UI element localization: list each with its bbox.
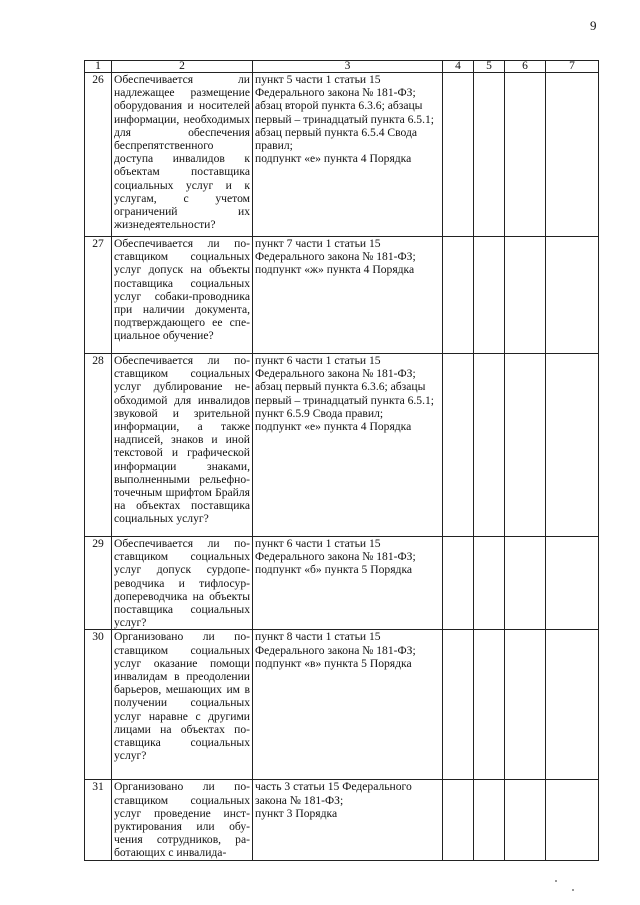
- header-cell-1: 1: [85, 61, 112, 73]
- row-number: 30: [85, 630, 112, 780]
- answer-cell-6: [505, 780, 546, 860]
- table-body: [85, 61, 599, 861]
- answer-cell-6: [505, 537, 546, 630]
- answer-cell-5: [474, 73, 505, 237]
- answer-cell-6: [505, 354, 546, 537]
- row-number: 28: [85, 354, 112, 537]
- requirement-question: Обеспечивается ли надлежащее размещение оборудования и носителей информации, необходимых для обеспечения беспрепятственного доступа инвалидов к объектам поставщика социальных услуг и к услугам, с учетом ограничений их жизнедеятельности?: [112, 73, 253, 237]
- requirement-question: Обеспечивается ли поставщиком социальных услуг допуск сурдопереводчика и тифлосурдопереводчика на объекты поставщика социальных услуг?: [112, 537, 253, 630]
- row-number: 27: [85, 237, 112, 354]
- requirement-question: Организовано ли поставщиком социальных услуг оказание помощи инвалидам в преодолении барьеров, мешающих им в получении социальных услуг наравне с другими лицами на объектах поставщика социальных услуг?: [112, 630, 253, 780]
- legal-basis: пункт 6 части 1 статьи 15 Федерального закона № 181-ФЗ; подпункт «б» пункта 5 Порядка: [253, 537, 443, 630]
- table-row: [85, 630, 599, 780]
- requirement-question: Обеспечивается ли поставщиком социальных услуг допуск на объекты поставщика социальных услуг собаки-проводника при наличии документа, подтверждающего ее специальное обучение?: [112, 237, 253, 354]
- requirement-question: Обеспечивается ли поставщиком социальных услуг дублирование необходимой для инвалидов звуковой и зрительной информации, а также надписей, знаков и иной текстовой и графической информации знаками, выполненными рельефно-точечным шрифтом Брайля на объектах поставщика социальных услуг?: [112, 354, 253, 537]
- answer-cell-5: [474, 237, 505, 354]
- header-cell-7: 7: [546, 61, 599, 73]
- legal-basis: часть 3 статьи 15 Федерального закона № 181-ФЗ; пункт 3 Порядка: [253, 780, 443, 860]
- table-row: [85, 237, 599, 354]
- row-number: 31: [85, 780, 112, 860]
- answer-cell-4: [443, 354, 474, 537]
- table-row: [85, 780, 599, 860]
- header-cell-5: 5: [474, 61, 505, 73]
- checklist-table: [84, 60, 599, 861]
- answer-cell-7: [546, 537, 599, 630]
- answer-cell-6: [505, 630, 546, 780]
- answer-cell-7: [546, 237, 599, 354]
- table-row: [85, 537, 599, 630]
- answer-cell-5: [474, 780, 505, 860]
- legal-basis: пункт 8 части 1 статьи 15 Федерального закона № 181-ФЗ; подпункт «в» пункта 5 Порядка: [253, 630, 443, 780]
- legal-basis: пункт 6 части 1 статьи 15 Федерального закона № 181-ФЗ; абзац первый пункта 6.3.6; абзацы первый – тринадцатый пункта 6.5.1; пункт 6.5.9 Свода правил; подпункт «е» пункта 4 Порядка: [253, 354, 443, 537]
- table-row: [85, 354, 599, 537]
- answer-cell-5: [474, 537, 505, 630]
- row-number: 26: [85, 73, 112, 237]
- answer-cell-4: [443, 537, 474, 630]
- header-cell-6: 6: [505, 61, 546, 73]
- header-cell-3: 3: [253, 61, 443, 73]
- scan-speck: [555, 880, 557, 882]
- requirement-question: Организовано ли поставщиком социальных услуг проведение инструктирования или обучения сотрудников, работающих с инвалида-: [112, 780, 253, 860]
- answer-cell-4: [443, 630, 474, 780]
- answer-cell-7: [546, 630, 599, 780]
- answer-cell-4: [443, 237, 474, 354]
- header-cell-4: 4: [443, 61, 474, 73]
- answer-cell-5: [474, 354, 505, 537]
- page-number: 9: [590, 18, 597, 33]
- legal-basis: пункт 7 части 1 статьи 15 Федерального закона № 181-ФЗ; подпункт «ж» пункта 4 Порядка: [253, 237, 443, 354]
- answer-cell-7: [546, 354, 599, 537]
- answer-cell-6: [505, 237, 546, 354]
- answer-cell-4: [443, 73, 474, 237]
- answer-cell-5: [474, 630, 505, 780]
- answer-cell-7: [546, 780, 599, 860]
- table-row: [85, 73, 599, 237]
- scan-speck: [572, 889, 574, 891]
- row-number: 29: [85, 537, 112, 630]
- table-header-row: [85, 61, 599, 73]
- answer-cell-4: [443, 780, 474, 860]
- answer-cell-6: [505, 73, 546, 237]
- legal-basis: пункт 5 части 1 статьи 15 Федерального закона № 181-ФЗ; абзац второй пункта 6.3.6; абзацы первый – тринадцатый пункта 6.5.1; абзац первый пункта 6.5.4 Свода правил; подпункт «е» пункта 4 Порядка: [253, 73, 443, 237]
- answer-cell-7: [546, 73, 599, 237]
- header-cell-2: 2: [112, 61, 253, 73]
